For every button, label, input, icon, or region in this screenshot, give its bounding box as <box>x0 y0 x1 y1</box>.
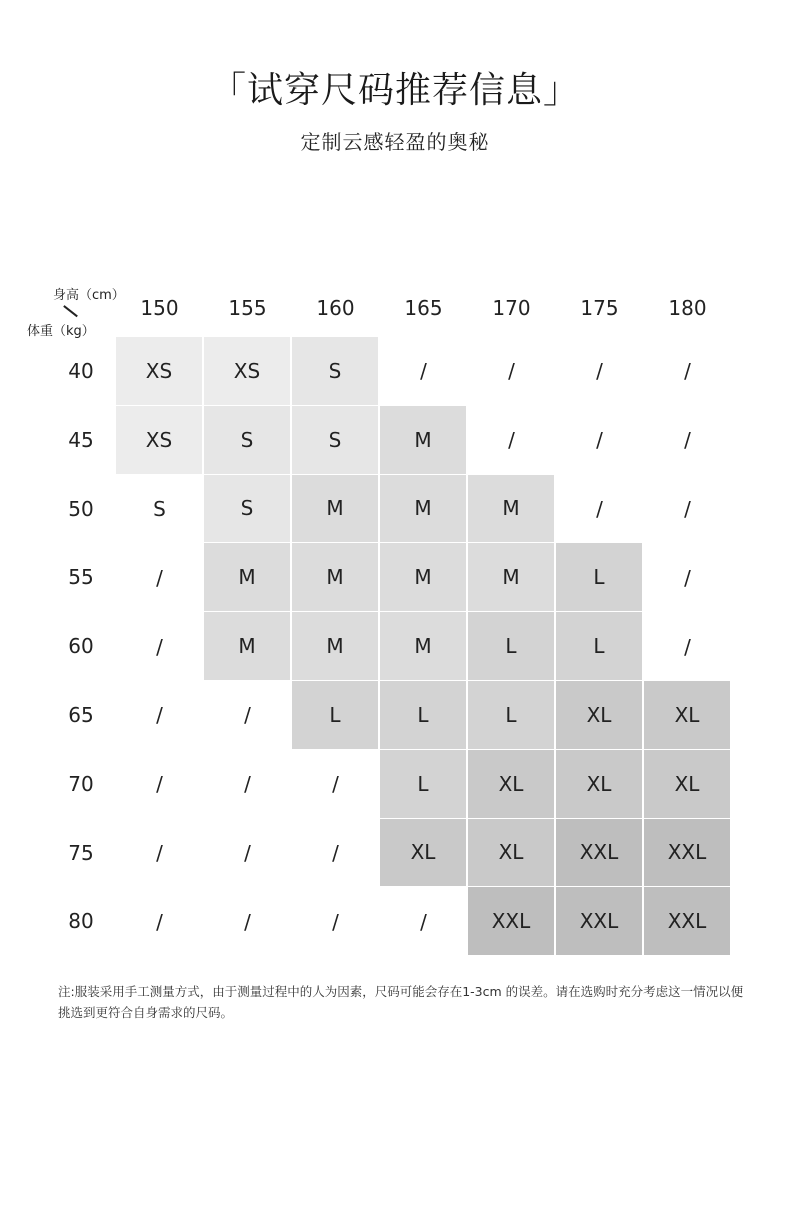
size-cell: L <box>556 612 643 681</box>
weight-header: 45 <box>68 427 94 452</box>
size-cell: S <box>292 337 379 406</box>
size-cell: S <box>204 406 291 475</box>
weight-header: 55 <box>68 565 94 590</box>
size-cell: / <box>684 428 691 453</box>
size-cell: M <box>292 612 379 681</box>
size-cell: S <box>292 406 379 475</box>
size-cell: M <box>292 475 379 544</box>
weight-header: 60 <box>68 634 94 659</box>
size-cell: M <box>468 475 555 544</box>
size-cell: L <box>292 681 379 750</box>
size-cell: XS <box>116 337 203 406</box>
size-cell: XL <box>644 681 731 750</box>
size-cell: XS <box>116 406 203 475</box>
table-corner-header <box>0 280 125 340</box>
size-cell: L <box>556 543 643 612</box>
height-header: 180 <box>668 296 707 320</box>
size-cell: / <box>156 565 163 590</box>
size-cell: / <box>596 359 603 384</box>
size-cell: / <box>420 359 427 384</box>
size-cell: / <box>332 909 339 934</box>
size-cell: L <box>380 681 467 750</box>
size-cell: / <box>684 359 691 384</box>
size-cell: / <box>684 634 691 659</box>
height-axis-label: 身高（cm） <box>53 288 125 303</box>
page-subtitle: 定制云感轻盈的奥秘 <box>300 130 490 154</box>
weight-axis-label: 体重（kg） <box>27 324 95 339</box>
size-cell: M <box>380 543 467 612</box>
size-cell: / <box>244 840 251 865</box>
size-cell: XL <box>468 819 555 888</box>
height-header: 170 <box>492 296 531 320</box>
size-cell: / <box>420 909 427 934</box>
size-cell: / <box>244 703 251 728</box>
size-cell: XL <box>556 681 643 750</box>
size-cell: L <box>468 681 555 750</box>
size-cell: XL <box>380 819 467 888</box>
size-cell: L <box>380 750 467 819</box>
height-header: 150 <box>140 296 179 320</box>
size-cell: M <box>380 406 467 475</box>
weight-header: 50 <box>68 496 94 521</box>
size-cell: / <box>332 772 339 797</box>
height-header: 160 <box>316 296 355 320</box>
size-cell: M <box>380 612 467 681</box>
size-cell: / <box>596 428 603 453</box>
size-cell: XL <box>556 750 643 819</box>
weight-header: 80 <box>68 909 94 934</box>
height-header: 155 <box>228 296 267 320</box>
size-cell: M <box>380 475 467 544</box>
page-title: 「试穿尺码推荐信息」 <box>209 70 580 111</box>
size-cell: / <box>596 496 603 521</box>
size-cell: / <box>508 428 515 453</box>
size-cell: XXL <box>468 887 555 956</box>
weight-header: 70 <box>68 771 94 796</box>
height-header: 165 <box>404 296 443 320</box>
size-cell: XXL <box>556 887 643 956</box>
size-cell: / <box>684 565 691 590</box>
size-cell: / <box>156 634 163 659</box>
corner-diagonal-line <box>64 305 78 317</box>
size-cell: XXL <box>556 819 643 888</box>
size-cell: / <box>244 909 251 934</box>
weight-header: 65 <box>68 703 94 727</box>
size-cell: M <box>468 543 555 612</box>
weight-header: 75 <box>68 840 94 865</box>
size-cell: / <box>156 772 163 797</box>
size-cell: / <box>156 703 163 728</box>
size-cell: / <box>156 909 163 934</box>
size-cell: XL <box>468 750 555 819</box>
footnote: 注:服装采用手工测量方式，由于测量过程中的人为因素，尺码可能会存在1-3cm 的误差。请在选购时充分考虑这一情况以便挑选到更符合自身需求的尺码。 <box>58 984 744 1020</box>
size-cell: S <box>153 496 166 521</box>
size-cell: M <box>292 543 379 612</box>
size-cell: XXL <box>644 887 731 956</box>
size-cell: / <box>684 496 691 521</box>
size-cell: / <box>244 772 251 797</box>
size-cell: / <box>508 359 515 384</box>
size-cell: S <box>204 475 291 544</box>
weight-header: 40 <box>68 359 94 383</box>
height-header: 175 <box>580 296 619 320</box>
size-cell: M <box>204 543 291 612</box>
size-cell: M <box>204 612 291 681</box>
size-cell: XS <box>204 337 291 406</box>
size-cell: L <box>468 612 555 681</box>
size-cell: / <box>156 840 163 865</box>
size-cell: / <box>332 840 339 865</box>
size-cell: XXL <box>644 819 731 888</box>
size-cell: XL <box>644 750 731 819</box>
